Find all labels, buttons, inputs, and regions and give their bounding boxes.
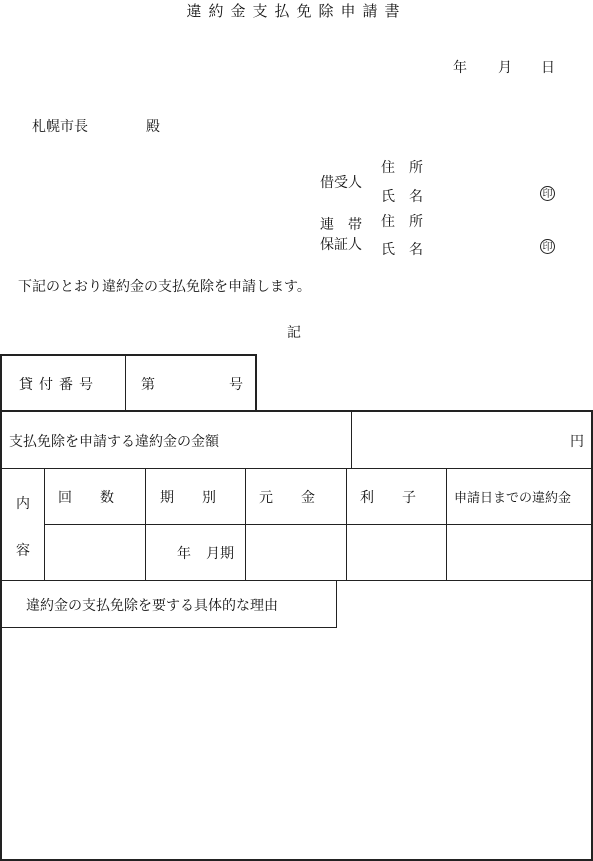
page-title: 違約金支払免除申請書 xyxy=(186,2,407,20)
ki-label: 記 xyxy=(287,325,301,341)
loan-number-suffix: 号 xyxy=(229,377,243,393)
borrower-address-label: 住 所 xyxy=(381,160,423,176)
date-year-label: 年 xyxy=(453,60,467,76)
header-penalty-to-date: 申請日までの違約金 xyxy=(454,491,572,506)
borrower-label: 借受人 xyxy=(320,175,362,191)
guarantor-name-label: 氏 名 xyxy=(381,242,423,258)
reason-label-divider xyxy=(336,581,337,627)
header-period: 期 別 xyxy=(160,490,216,506)
guarantor-label-line2: 保証人 xyxy=(320,237,362,253)
period-year-label: 年 xyxy=(177,546,191,562)
borrower-name-label: 氏 名 xyxy=(381,189,423,205)
addressee-name: 札幌市長 xyxy=(32,119,88,135)
breakdown-side-label-bottom: 容 xyxy=(16,543,30,559)
breakdown-side-label-top: 内 xyxy=(16,496,30,512)
main-form-box xyxy=(0,410,593,861)
header-count: 回 数 xyxy=(58,490,114,506)
guarantor-address-label: 住 所 xyxy=(381,214,423,230)
breakdown-bottom-line xyxy=(2,580,591,581)
addressee-honorific: 殿 xyxy=(146,119,160,135)
period-month-label: 月期 xyxy=(206,546,234,562)
reason-label-bottom-line xyxy=(2,627,337,628)
guarantor-label-line1: 連 帯 xyxy=(320,217,362,233)
loan-number-divider xyxy=(125,356,126,411)
loan-number-prefix: 第 xyxy=(141,377,155,393)
date-day-label: 日 xyxy=(541,60,555,76)
reason-label: 違約金の支払免除を要する具体的な理由 xyxy=(26,598,278,614)
request-statement: 下記のとおり違約金の支払免除を申請します。 xyxy=(18,279,311,295)
amount-label: 支払免除を申請する違約金の金額 xyxy=(9,434,219,450)
loan-number-label: 貸付番号 xyxy=(19,377,99,393)
borrower-seal-icon: 印 xyxy=(540,186,555,201)
amount-divider xyxy=(351,412,352,468)
header-interest: 利 子 xyxy=(360,490,416,506)
amount-unit: 円 xyxy=(570,434,584,450)
date-month-label: 月 xyxy=(498,60,512,76)
guarantor-seal-icon: 印 xyxy=(540,239,555,254)
amount-row-bottom-line xyxy=(2,468,591,469)
header-principal: 元 金 xyxy=(259,490,315,506)
breakdown-header-bottom-line xyxy=(45,524,591,525)
